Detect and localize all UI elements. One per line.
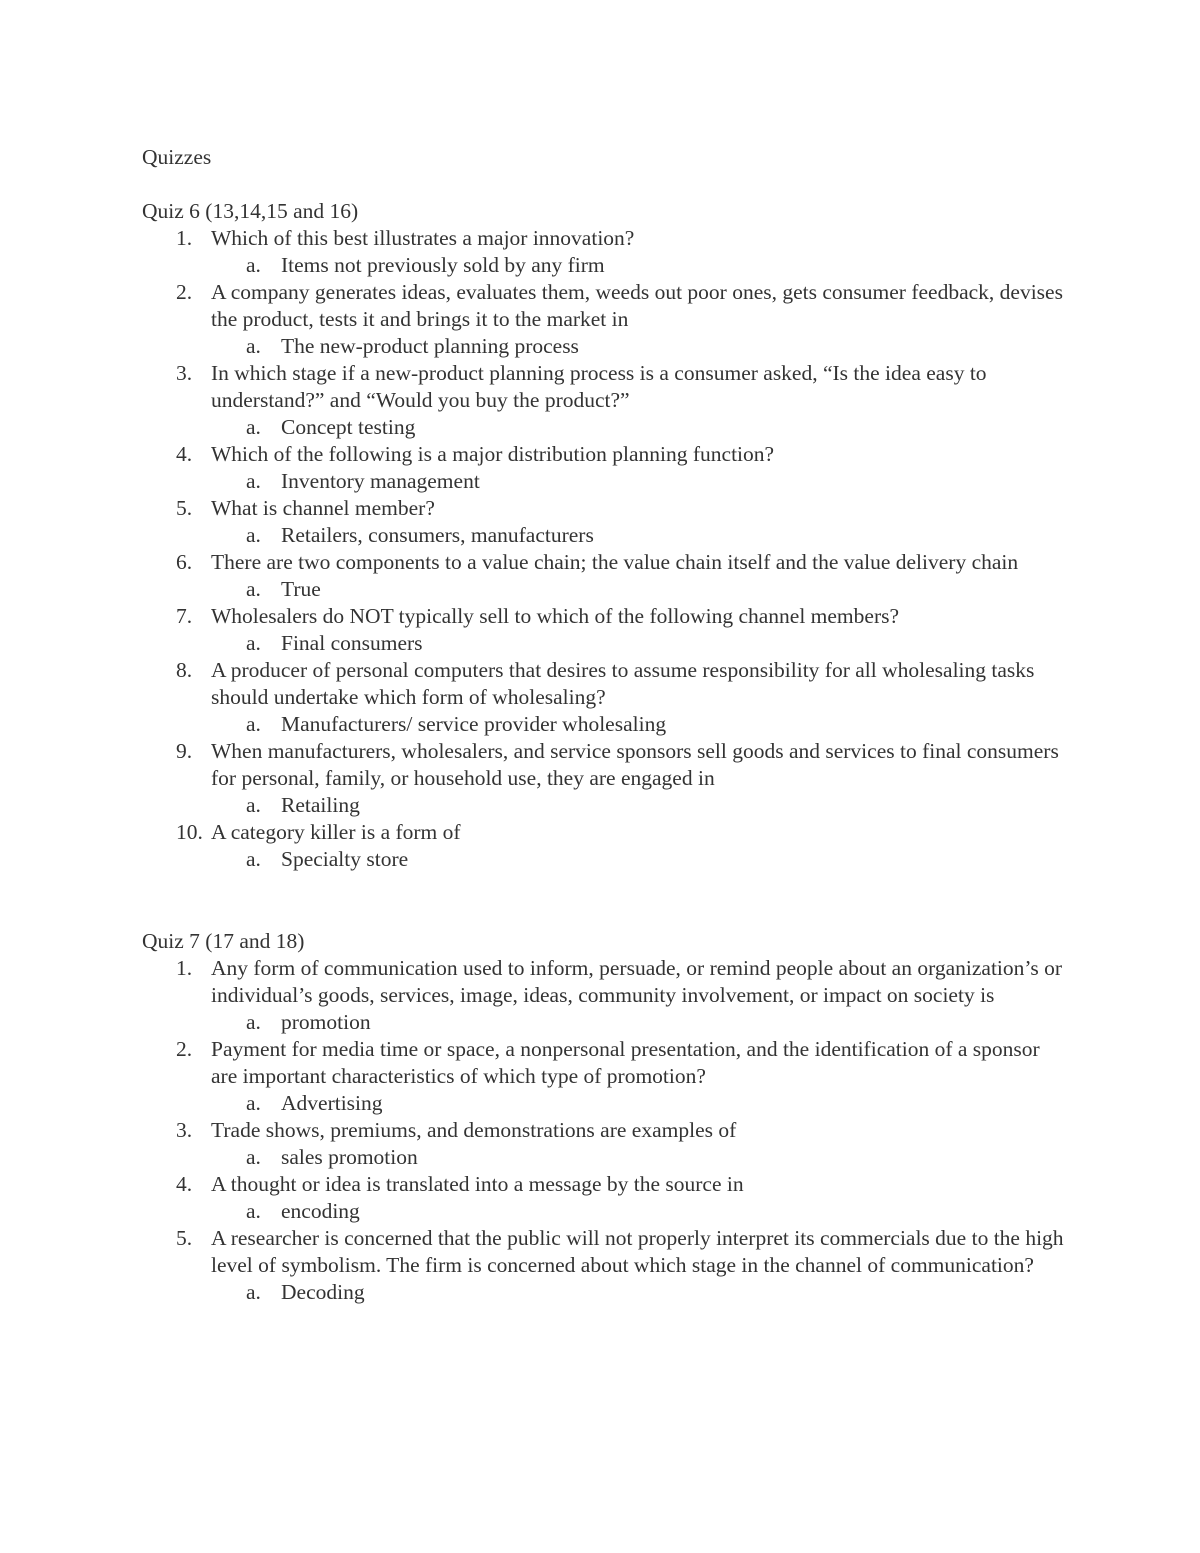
- question-list: [0, 955, 1200, 1306]
- answer-letter: a.: [246, 469, 261, 493]
- question-text: Any form of communication used to inform, persuade, or remind people about an organization’s or individual’s goods, services, image, ideas, community involvement, or impact on society is: [211, 956, 1063, 1007]
- answer-item: [0, 1144, 1200, 1171]
- question-text: A company generates ideas, evaluates them, weeds out poor ones, gets consumer feedback, devises the product, tests it and brings it to the market in: [211, 280, 1063, 331]
- question-text: In which stage if a new-product planning process is a consumer asked, “Is the idea easy to understand?” and “Would you buy the product?”: [211, 361, 987, 412]
- answer-text: The new-product planning process: [281, 334, 579, 358]
- question-item: [0, 549, 1200, 576]
- answer-letter: a.: [246, 1010, 261, 1034]
- answer-letter: a.: [246, 712, 261, 736]
- answer-item: [0, 792, 1200, 819]
- answer-item: [0, 414, 1200, 441]
- question-text: A category killer is a form of: [211, 820, 461, 844]
- question-number: 8.: [176, 658, 193, 682]
- answer-text: encoding: [281, 1199, 360, 1223]
- question-number: 4.: [176, 1172, 193, 1196]
- question-text: Which of this best illustrates a major innovation?: [211, 226, 635, 250]
- question-item: [0, 657, 1200, 711]
- question-number: 4.: [176, 442, 193, 466]
- answer-text: sales promotion: [281, 1145, 418, 1169]
- question-number: 9.: [176, 739, 193, 763]
- answer-text: Manufacturers/ service provider wholesaling: [281, 712, 667, 736]
- answer-item: [0, 252, 1200, 279]
- answer-letter: a.: [246, 1091, 261, 1115]
- answer-letter: a.: [246, 1280, 261, 1304]
- answer-item: [0, 1009, 1200, 1036]
- answer-text: Advertising: [281, 1091, 383, 1115]
- question-number: 2.: [176, 1037, 193, 1061]
- question-item: [0, 441, 1200, 468]
- question-number: 1.: [176, 956, 193, 980]
- answer-item: [0, 1279, 1200, 1306]
- answer-item: [0, 1090, 1200, 1117]
- answer-letter: a.: [246, 631, 261, 655]
- answer-text: Items not previously sold by any firm: [281, 253, 605, 277]
- question-number: 1.: [176, 226, 193, 250]
- answer-letter: a.: [246, 253, 261, 277]
- question-item: [0, 603, 1200, 630]
- question-item: [0, 495, 1200, 522]
- quiz-heading: Quiz 7 (17 and 18): [142, 929, 305, 953]
- question-number: 2.: [176, 280, 193, 304]
- question-number: 6.: [176, 550, 193, 574]
- answer-text: Final consumers: [281, 631, 423, 655]
- question-item: [0, 1117, 1200, 1144]
- answer-letter: a.: [246, 793, 261, 817]
- answer-item: [0, 1198, 1200, 1225]
- question-item: [0, 955, 1200, 1009]
- answer-text: promotion: [281, 1010, 371, 1034]
- answer-item: [0, 711, 1200, 738]
- answer-item: [0, 333, 1200, 360]
- question-number: 3.: [176, 1118, 193, 1142]
- question-number: 7.: [176, 604, 193, 628]
- question-text: A producer of personal computers that desires to assume responsibility for all wholesaling tasks should undertake which form of wholesaling?: [211, 658, 1035, 709]
- question-list: [0, 225, 1200, 873]
- answer-item: [0, 846, 1200, 873]
- question-text: There are two components to a value chain; the value chain itself and the value delivery chain: [211, 550, 1019, 574]
- question-item: [0, 1036, 1200, 1090]
- answer-letter: a.: [246, 523, 261, 547]
- question-number: 10.: [176, 820, 203, 844]
- answer-text: Inventory management: [281, 469, 480, 493]
- answer-letter: a.: [246, 577, 261, 601]
- question-item: [0, 819, 1200, 846]
- answer-text: Retailing: [281, 793, 360, 817]
- question-item: [0, 360, 1200, 414]
- answer-letter: a.: [246, 415, 261, 439]
- answer-text: Retailers, consumers, manufacturers: [281, 523, 594, 547]
- answer-item: [0, 630, 1200, 657]
- question-text: What is channel member?: [211, 496, 435, 520]
- question-item: [0, 1225, 1200, 1279]
- answer-letter: a.: [246, 334, 261, 358]
- question-text: A researcher is concerned that the public will not properly interpret its commercials due to the high level of symbolism. The firm is concerned about which stage in the channel of communication?: [211, 1226, 1064, 1277]
- answer-text: True: [281, 577, 321, 601]
- answer-letter: a.: [246, 1145, 261, 1169]
- answer-text: Decoding: [281, 1280, 365, 1304]
- question-text: Trade shows, premiums, and demonstrations are examples of: [211, 1118, 737, 1142]
- question-number: 3.: [176, 361, 193, 385]
- question-item: [0, 279, 1200, 333]
- question-item: [0, 225, 1200, 252]
- answer-item: [0, 468, 1200, 495]
- question-item: [0, 1171, 1200, 1198]
- answer-letter: a.: [246, 847, 261, 871]
- question-text: A thought or idea is translated into a message by the source in: [211, 1172, 744, 1196]
- question-number: 5.: [176, 1226, 193, 1250]
- answer-letter: a.: [246, 1199, 261, 1223]
- document-title: Quizzes: [142, 145, 212, 169]
- question-text: Payment for media time or space, a nonpersonal presentation, and the identification of a sponsor are important characteristics of which type of promotion?: [211, 1037, 1040, 1088]
- question-number: 5.: [176, 496, 193, 520]
- question-text: Wholesalers do NOT typically sell to which of the following channel members?: [211, 604, 900, 628]
- answer-item: [0, 576, 1200, 603]
- answer-text: Specialty store: [281, 847, 409, 871]
- answer-item: [0, 522, 1200, 549]
- question-item: [0, 738, 1200, 792]
- question-text: When manufacturers, wholesalers, and service sponsors sell goods and services to final consumers for personal, family, or household use, they are engaged in: [211, 739, 1059, 790]
- question-text: Which of the following is a major distribution planning function?: [211, 442, 775, 466]
- answer-text: Concept testing: [281, 415, 416, 439]
- quiz-heading: Quiz 6 (13,14,15 and 16): [142, 199, 359, 223]
